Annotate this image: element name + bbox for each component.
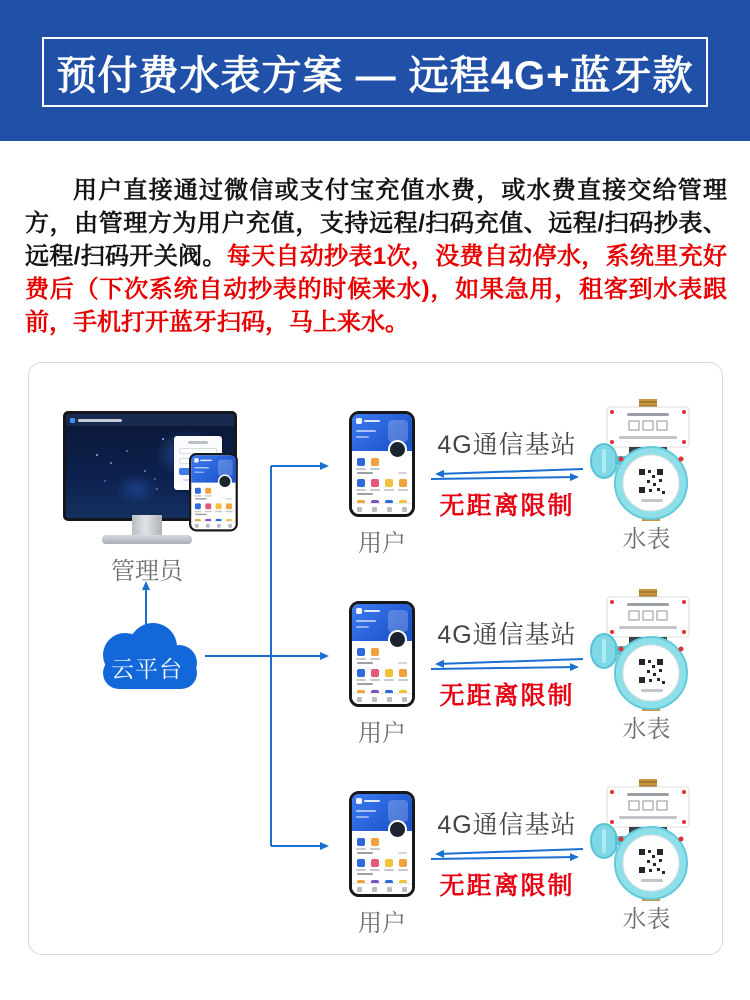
app-icon <box>357 458 365 466</box>
header-banner <box>0 0 750 141</box>
app-icon <box>371 648 379 656</box>
user-label: 用户 <box>358 910 406 937</box>
user-label: 用户 <box>358 720 406 747</box>
profile-icon <box>194 458 198 462</box>
avatar <box>388 820 407 839</box>
admin-monitor <box>63 411 239 553</box>
app-icon <box>357 838 365 846</box>
link-4g-label: 4G通信基站 <box>437 811 577 839</box>
app-icon <box>385 479 393 487</box>
page-title: 预付费水表方案 — 远程4G+蓝牙款 <box>56 53 694 98</box>
intro-black-text: 用户直接通过微信或支付宝充值水费，或水费直接交给管理方，由管理方为用户充值，支持远程/扫码充值、远程/扫码抄表、远程/扫码开关阀。 <box>25 177 727 270</box>
phone-bottom-nav <box>352 883 412 894</box>
app-icon <box>357 648 365 656</box>
city-lights-decoration <box>96 454 98 456</box>
monitor-stand-base <box>102 535 192 544</box>
link-red-label: 无距离限制 <box>439 492 575 520</box>
user-phone <box>349 601 415 707</box>
title-frame <box>42 37 708 107</box>
avatar <box>388 440 407 459</box>
link-annotation <box>423 615 591 712</box>
water-meter-icon <box>589 779 704 903</box>
water-meter <box>589 399 704 523</box>
profile-icon <box>356 418 362 424</box>
avatar <box>218 474 232 488</box>
app-icon <box>399 479 407 487</box>
app-icon <box>205 488 211 494</box>
double-arrow-icon <box>427 464 587 486</box>
app-icon <box>357 859 365 867</box>
cloud-platform <box>91 621 211 701</box>
app-icon <box>385 669 393 677</box>
intro-paragraph <box>25 174 727 339</box>
app-icon <box>371 669 379 677</box>
phone-bottom-nav <box>191 521 235 529</box>
double-arrow-icon <box>427 844 587 866</box>
user-label: 用户 <box>358 530 406 557</box>
phone-app-header <box>352 794 412 831</box>
meter-label: 水表 <box>622 906 671 933</box>
profile-icon <box>356 798 362 804</box>
phone-bottom-nav <box>352 693 412 704</box>
double-arrow-icon <box>427 654 587 676</box>
water-meter <box>589 589 704 713</box>
app-icon <box>226 503 232 509</box>
app-icon <box>195 503 201 509</box>
link-annotation <box>423 425 591 522</box>
app-icon <box>371 458 379 466</box>
admin-label: 管理员 <box>111 558 183 585</box>
dashboard-title-text <box>78 419 122 422</box>
app-icon <box>195 488 201 494</box>
admin-phone <box>189 453 239 553</box>
login-title-bar <box>188 441 208 444</box>
profile-icon <box>356 608 362 614</box>
link-annotation <box>423 805 591 902</box>
app-icon <box>399 669 407 677</box>
diagram-panel <box>28 362 723 955</box>
link-4g-label: 4G通信基站 <box>437 621 577 649</box>
app-icon <box>385 859 393 867</box>
link-red-label: 无距离限制 <box>439 872 575 900</box>
city-lights-decoration <box>162 438 164 440</box>
avatar <box>388 630 407 649</box>
user-phone <box>349 411 415 517</box>
app-icon <box>371 838 379 846</box>
app-icon <box>205 503 211 509</box>
link-red-label: 无距离限制 <box>439 682 575 710</box>
phone-app-header <box>352 604 412 641</box>
user-phone <box>349 791 415 897</box>
water-meter-icon <box>589 399 704 523</box>
meter-label: 水表 <box>622 716 671 743</box>
header-decoration <box>388 610 408 632</box>
app-icon <box>399 859 407 867</box>
link-4g-label: 4G通信基站 <box>437 431 577 459</box>
monitor-stand-neck <box>132 515 162 535</box>
phone-app-header <box>352 414 412 451</box>
intro-red-text: 每天自动抄表1次，没费自动停水，系统里充好费后（下次系统自动抄表的时候来水)，如果急用，租客到水表跟前，手机打开蓝牙扫码，马上来水。 <box>25 243 727 336</box>
water-meter <box>589 779 704 903</box>
header-decoration <box>388 800 408 822</box>
meter-label: 水表 <box>622 526 671 553</box>
app-icon <box>357 669 365 677</box>
dashboard-logo-icon <box>70 418 75 423</box>
cloud-label: 云平台 <box>111 656 183 682</box>
app-icon <box>357 479 365 487</box>
app-icon <box>371 479 379 487</box>
app-icon <box>371 859 379 867</box>
water-meter-icon <box>589 589 704 713</box>
header-decoration <box>388 420 408 442</box>
phone-app-header <box>191 455 235 482</box>
dashboard-titlebar <box>66 414 234 426</box>
phone-bottom-nav <box>352 503 412 514</box>
app-icon <box>216 503 222 509</box>
